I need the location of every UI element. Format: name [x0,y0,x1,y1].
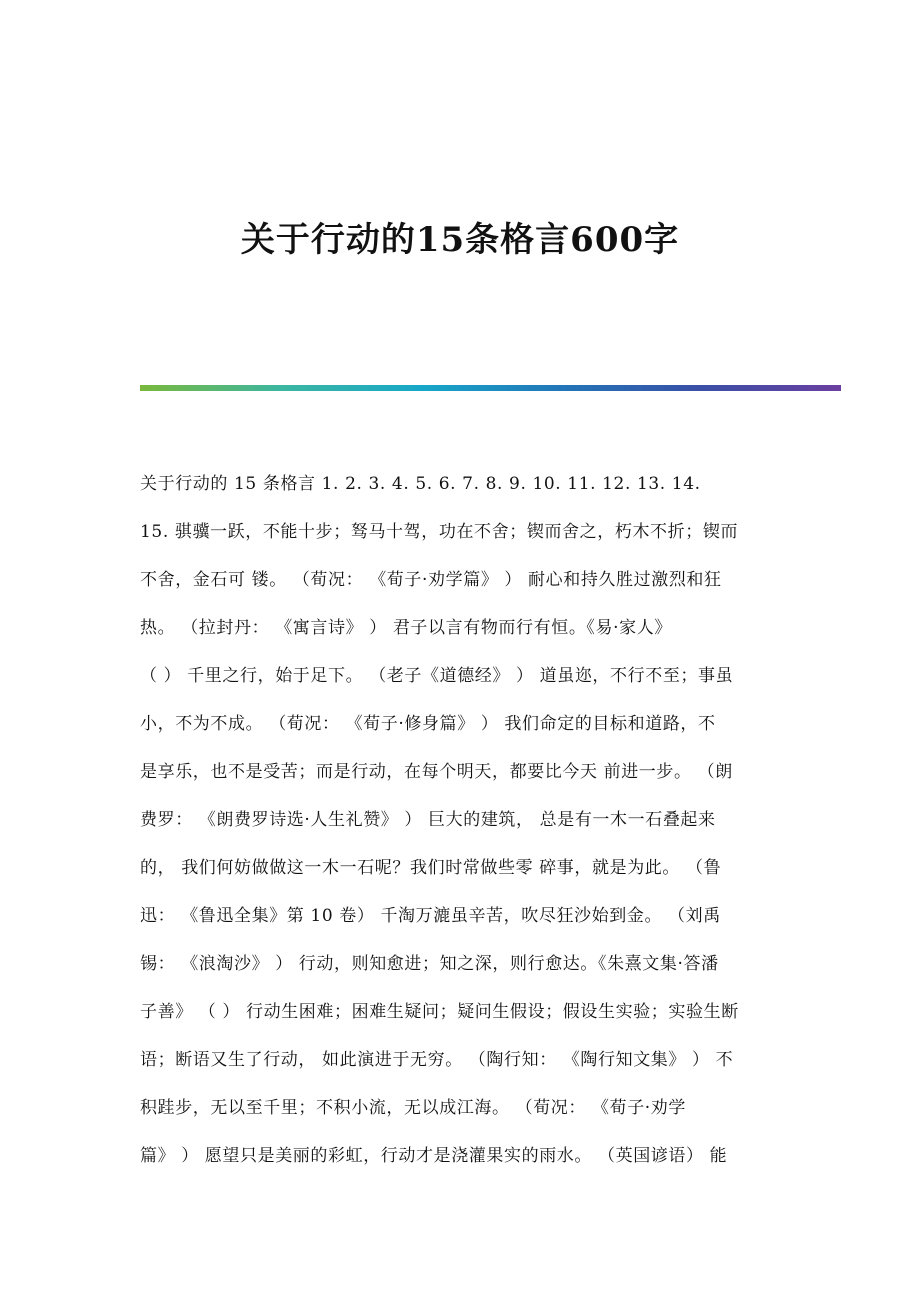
body-text [140,460,780,1180]
text-line: 语；断语又生了行动， 如此演进于无穷。 （陶行知： 《陶行知文集》 ） 不 [140,1050,734,1070]
text-line: 关于行动的 15 条格言 1. 2. 3. 4. 5. 6. 7. 8. 9. 10. 11. 12. 13. 14. [140,474,701,494]
text-line: 热。 （拉封丹： 《寓言诗》 ） 君子以言有物而行有恒。《易·家人》 [140,618,672,638]
text-line: 是享乐，也不是受苦；而是行动，在每个明天，都要比今天 前进一步。 （朗 [140,762,733,782]
text-line: 15. 骐骥一跃，不能十步；驽马十驾，功在不舍；锲而舍之，朽木不折；锲而 [140,522,739,542]
text-line: 费罗： 《朗费罗诗选·人生礼赞》 ） 巨大的建筑， 总是有一木一石叠起来 [140,810,716,830]
text-line: （ ） 千里之行，始于足下。 （老子《道德经》 ） 道虽迩，不行不至；事虽 [140,666,734,686]
title-divider-bar [140,385,841,391]
text-line: 锡： 《浪淘沙》 ） 行动，则知愈进；知之深，则行愈达。《朱熹文集·答潘 [140,954,719,974]
page-title: 关于行动的15条格言600字 [240,220,680,260]
text-line: 的， 我们何妨做做这一木一石呢？我们时常做些零 碎事，就是为此。 （鲁 [140,858,722,878]
text-line: 篇》 ） 愿望只是美丽的彩虹，行动才是浇灌果实的雨水。 （英国谚语） 能 [140,1146,728,1166]
text-line: 小，不为不成。 （荀况： 《荀子·修身篇》 ） 我们命定的目标和道路，不 [140,714,716,734]
text-line: 积跬步，无以至千里；不积小流，无以成江海。 （荀况： 《荀子·劝学 [140,1098,687,1118]
text-line: 迅： 《鲁迅全集》第 10 卷） 千淘万漉虽辛苦，吹尽狂沙始到金。 （刘禹 [140,906,721,926]
text-line: 子善》 （ ） 行动生困难；困难生疑问；疑问生假设；假设生实验；实验生断 [140,1002,739,1022]
text-line: 不舍，金石可 镂。 （荀况： 《荀子·劝学篇》 ） 耐心和持久胜过激烈和狂 [140,570,722,590]
